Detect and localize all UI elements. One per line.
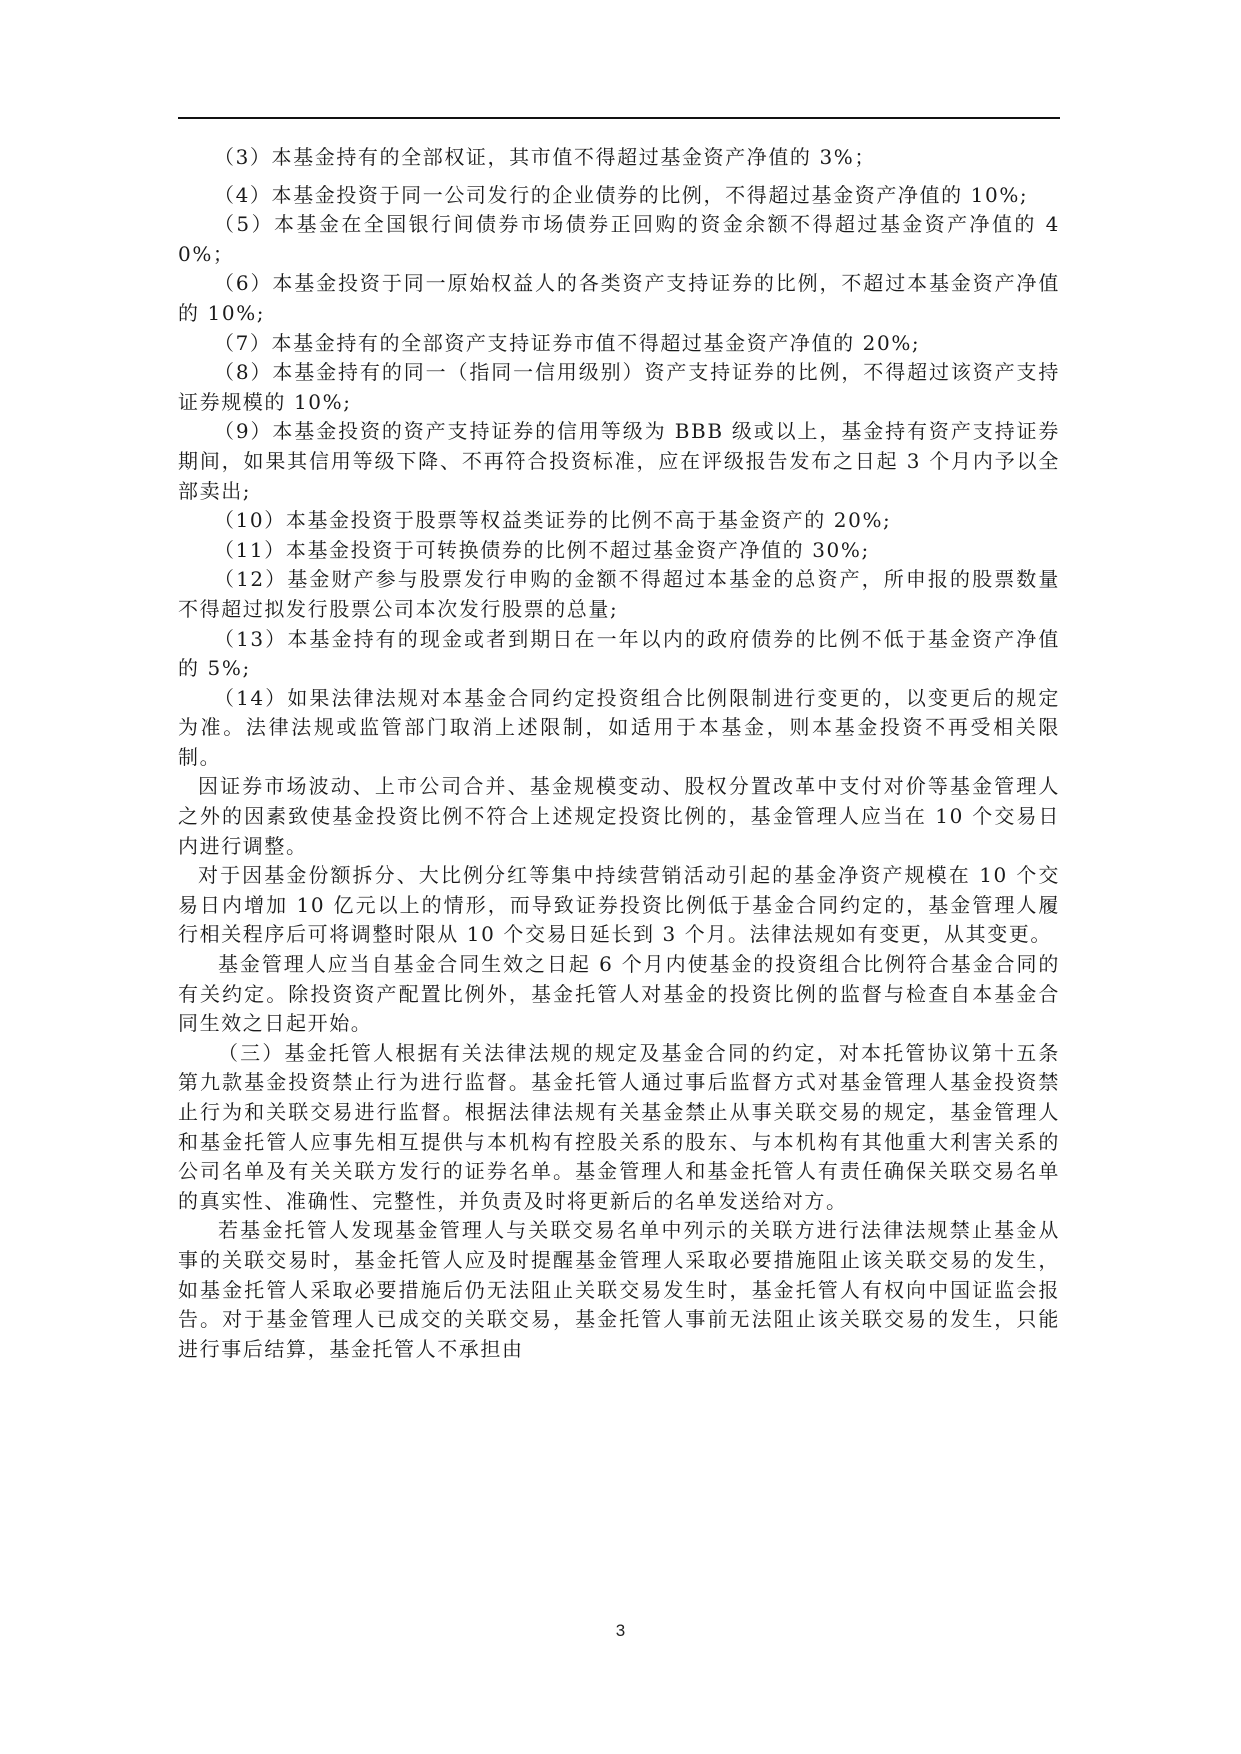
page-number: 3 [615,1621,626,1640]
header-rule [178,117,1060,119]
clause-5: （5）本基金在全国银行间债券市场债券正回购的资金余额不得超过基金资产净值的 40%； [178,212,1060,266]
clause-12: （12）基金财产参与股票发行申购的金额不得超过本基金的总资产，所申报的股票数量不得超过拟发行股票公司本次发行股票的总量; [178,567,1060,621]
clause-3: （3）本基金持有的全部权证，其市值不得超过基金资产净值的 3%； [214,145,877,169]
clause-6: （6）本基金投资于同一原始权益人的各类资产支持证券的比例，不超过本基金资产净值的 10%; [178,271,1060,325]
document-body [178,143,1060,1364]
clause-11: （11）本基金投资于可转换债券的比例不超过基金资产净值的 30%; [214,537,870,562]
clause-13: （13）本基金持有的现金或者到期日在一年以内的政府债券的比例不低于基金资产净值的 5%; [178,626,1060,681]
paragraph-market-fluctuation: 因证券市场波动、上市公司合并、基金规模变动、股权分置改革中支付对价等基金管理人之外的因素致使基金投资比例不符合上述规定投资比例的，基金管理人应当在 10 个交易日内进行调整。 [178,774,1060,858]
paragraph-related-party: 若基金托管人发现基金管理人与关联交易名单中列示的关联方进行法律法规禁止基金从事的关联交易时，基金托管人应及时提醒基金管理人采取必要措施阻止该关联交易的发生，如基金托管人采取必要措施后仍无法阻止关联交易发生时，基金托管人有权向中国证监会报告。对于基金管理人已成交的关联交易，基金托管人事前无法阻止该关联交易的发生，只能进行事后结算，基金托管人不承担由 [178,1218,1060,1361]
paragraph-share-split: 对于因基金份额拆分、大比例分红等集中持续营销活动引起的基金净资产规模在 10 个交易日内增加 10 亿元以上的情形，而导致证券投资比例低于基金合同约定的，基金管理人履行相关程序后可将调整时限从 10 个交易日延长到 3 个月。法律法规如有变更，从其变更。 [178,863,1060,947]
clause-10: （10）本基金投资于股票等权益类证券的比例不高于基金资产的 20%; [214,508,892,533]
clause-4: （4）本基金投资于同一公司发行的企业债券的比例，不得超过基金资产净值的 10%; [214,182,1029,207]
clause-8: （8）本基金持有的同一（指同一信用级别）资产支持证券的比例，不得超过该资产支持证券规模的 10%; [178,360,1060,414]
paragraph-section-three: （三）基金托管人根据有关法律法规的规定及基金合同的约定，对本托管协议第十五条第九款基金投资禁止行为进行监督。基金托管人通过事后监督方式对基金管理人基金投资禁止行为和关联交易进行监督。根据法律法规有关基金禁止从事关联交易的规定，基金管理人和基金托管人应事先相互提供与本机构有控股关系的股东、与本机构有其他重大利害关系的公司名单及有关关联方发行的证券名单。基金管理人和基金托管人有责任确保关联交易名单的真实性、准确性、完整性，并负责及时将更新后的名单发送给对方。 [178,1040,1060,1213]
clause-14: （14）如果法律法规对本基金合同约定投资组合比例限制进行变更的，以变更后的规定为准。法律法规或监管部门取消上述限制，如适用于本基金，则本基金投资不再受相关限制。 [178,685,1060,769]
paragraph-six-months: 基金管理人应当自基金合同生效之日起 6 个月内使基金的投资组合比例符合基金合同的有关约定。除投资资产配置比例外，基金托管人对基金的投资比例的监督与检查自本基金合同生效之日起开始。 [178,952,1060,1036]
clause-9: （9）本基金投资的资产支持证券的信用等级为 BBB 级或以上，基金持有资产支持证券期间，如果其信用等级下降、不再符合投资标准，应在评级报告发布之日起 3 个月内予以全部卖出; [178,419,1060,503]
clause-7: （7）本基金持有的全部资产支持证券市值不得超过基金资产净值的 20%; [214,330,921,355]
